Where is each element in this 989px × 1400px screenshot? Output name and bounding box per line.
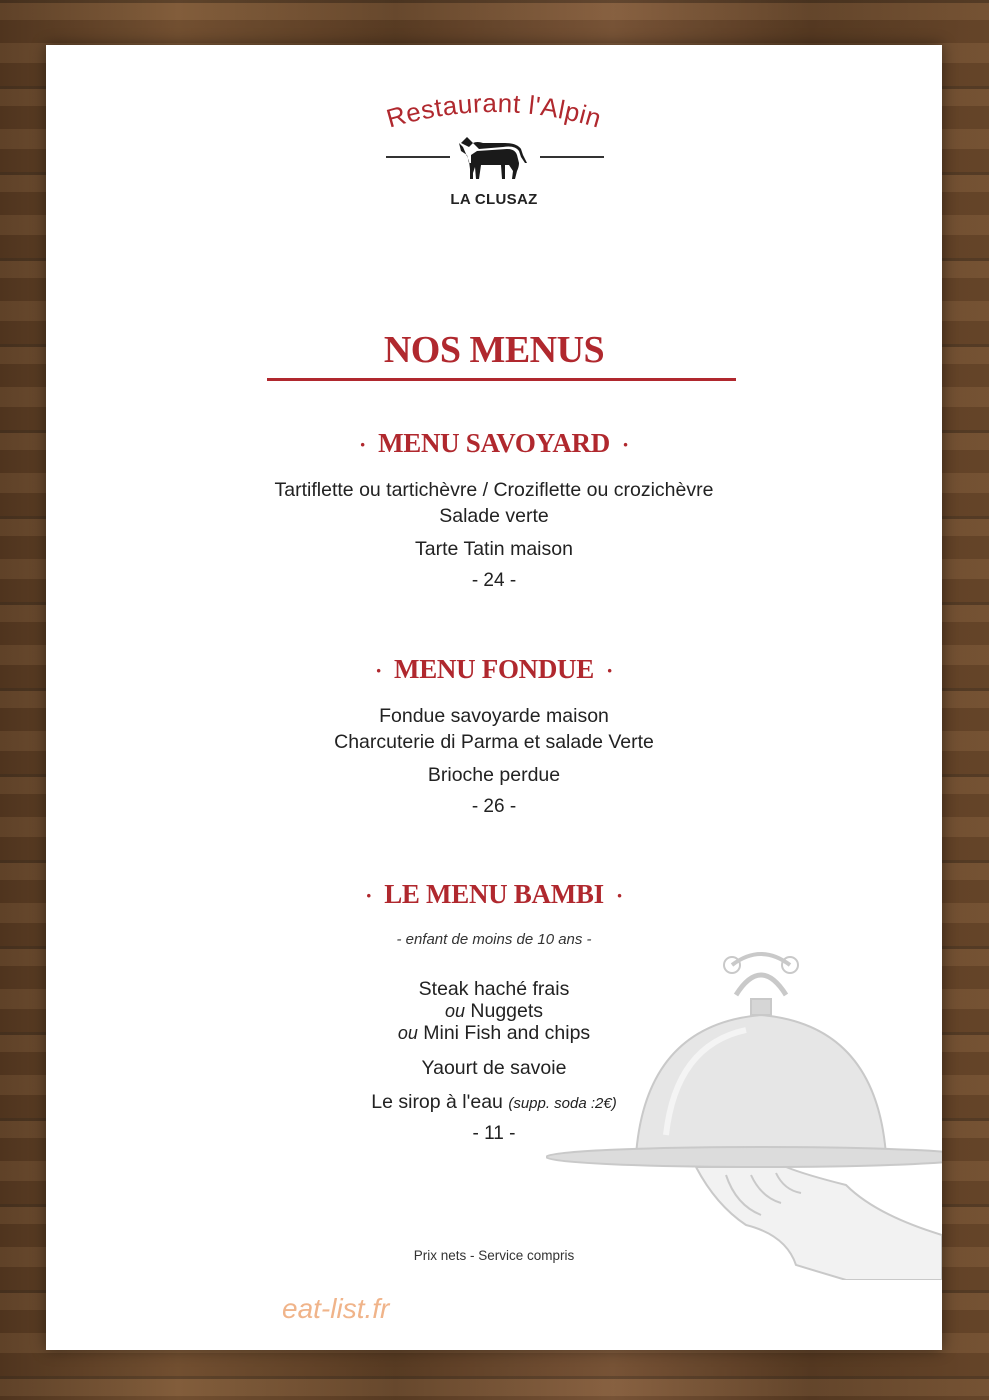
menu-fondue-title: · MENU FONDUE · bbox=[46, 654, 942, 685]
menu-item: Tarte Tatin maison bbox=[415, 538, 573, 560]
menu-item: Charcuterie di Parma et salade Verte bbox=[334, 731, 654, 753]
menu-item: Brioche perdue bbox=[427, 764, 561, 786]
menu-item-alt: ou Nuggets bbox=[444, 1000, 544, 1022]
bullet-dot-icon: · bbox=[605, 658, 614, 683]
menu-price: - 26 - bbox=[471, 796, 517, 817]
cow-icon bbox=[457, 133, 529, 181]
menu-price: - 24 - bbox=[471, 570, 517, 591]
menu-subtitle: - enfant de moins de 10 ans - bbox=[396, 931, 592, 948]
menu-item: Steak haché frais bbox=[418, 978, 570, 1000]
menu-savoyard-title: · MENU SAVOYARD · bbox=[46, 428, 942, 459]
menu-item-drink: Le sirop à l'eau (supp. soda :2€) bbox=[371, 1091, 617, 1113]
bullet-dot-icon: · bbox=[621, 432, 629, 457]
menu-page bbox=[46, 45, 942, 1350]
logo-rule-right bbox=[540, 156, 604, 158]
logo-rule-left bbox=[386, 156, 450, 158]
bullet-dot-icon: · bbox=[374, 658, 383, 683]
svg-text:Restaurant l'Alpin bbox=[383, 90, 605, 134]
bullet-dot-icon: · bbox=[365, 883, 373, 908]
menu-price: - 11 - bbox=[472, 1123, 516, 1144]
bullet-dot-icon: · bbox=[615, 883, 623, 908]
menu-bambi-title: · LE MENU BAMBI · bbox=[46, 879, 942, 910]
footer-note: Prix nets - Service compris bbox=[413, 1248, 575, 1263]
menu-item: Tartiflette ou tartichèvre / Croziflette ou crozichèvre bbox=[274, 479, 714, 501]
title-underline bbox=[267, 378, 736, 381]
menu-item: Salade verte bbox=[439, 505, 549, 527]
bullet-dot-icon: · bbox=[359, 432, 367, 457]
watermark: eat-list.fr bbox=[282, 1293, 390, 1324]
menu-item: Yaourt de savoie bbox=[421, 1057, 567, 1079]
page-title: NOS MENUS bbox=[383, 329, 605, 371]
menu-item-alt: ou Mini Fish and chips bbox=[397, 1022, 591, 1044]
location: LA CLUSAZ bbox=[450, 191, 538, 208]
menu-item: Fondue savoyarde maison bbox=[379, 705, 609, 727]
restaurant-name: Restaurant l'Alpin bbox=[383, 90, 605, 134]
